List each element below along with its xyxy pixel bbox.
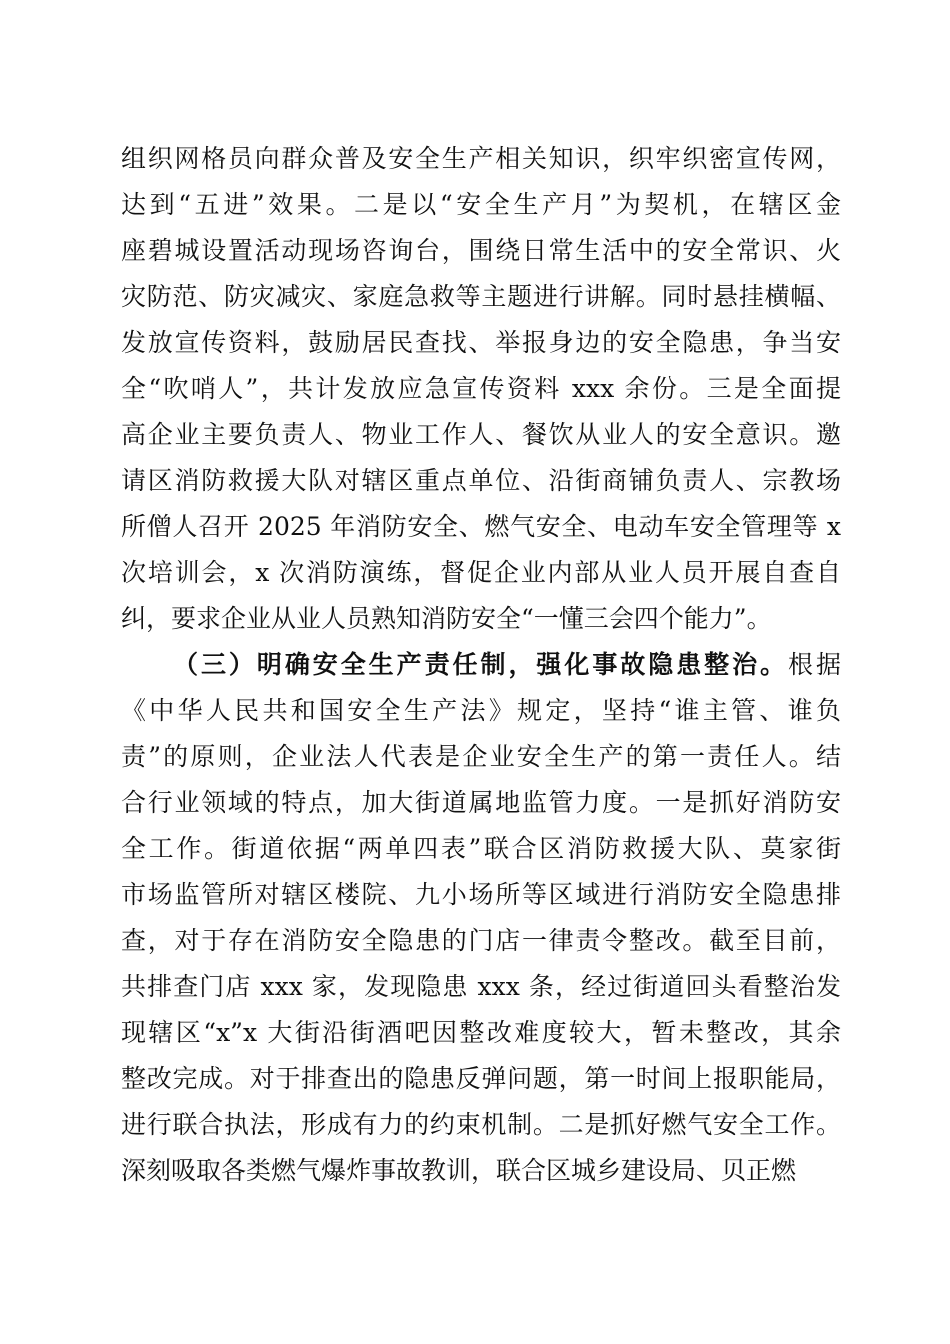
- text-line: 纠，要求企业从业人员熟知消防安全“一懂三会四个能力”。: [121, 604, 772, 633]
- text-line: 次培训会，x 次消防演练，督促企业内部从业人员开展自查自: [121, 558, 841, 587]
- text-line: 全“吹哨人”，共计发放应急宣传资料 xxx 余份。三是全面提: [121, 374, 841, 403]
- text-line: 进行联合执法，形成有力的约束机制。二是抓好燃气安全工作。: [121, 1110, 841, 1139]
- text-line: 共排查门店 xxx 家，发现隐患 xxx 条，经过街道回头看整治发: [121, 972, 841, 1001]
- text-line: 现辖区“x”x 大街沿街酒吧因整改难度较大，暂未整改，其余: [121, 1018, 841, 1047]
- text-line: 请区消防救援大队对辖区重点单位、沿街商铺负责人、宗教场: [121, 466, 841, 495]
- section-heading-tail: 根据: [788, 650, 841, 679]
- text-line: 合行业领域的特点，加大街道属地监管力度。一是抓好消防安: [121, 788, 841, 817]
- text-line: 座碧城设置活动现场咨询台，围绕日常生活中的安全常识、火: [121, 236, 841, 265]
- text-line: 达到“五进”效果。二是以“安全生产月”为契机，在辖区金: [121, 190, 841, 219]
- text-line: 查，对于存在消防安全隐患的门店一律责令整改。截至目前，: [121, 926, 841, 955]
- text-line: 市场监管所对辖区楼院、九小场所等区域进行消防安全隐患排: [121, 880, 841, 909]
- text-line: 整改完成。对于排查出的隐患反弹问题，第一时间上报职能局，: [121, 1064, 841, 1093]
- text-line: 灾防范、防灾减灾、家庭急救等主题进行讲解。同时悬挂横幅、: [121, 282, 841, 311]
- text-line: 责”的原则，企业法人代表是企业安全生产的第一责任人。结: [121, 742, 841, 771]
- section-heading-line: [173, 648, 841, 682]
- text-line: 全工作。街道依据“两单四表”联合区消防救援大队、莫家街: [121, 834, 841, 863]
- text-line: 发放宣传资料，鼓励居民查找、举报身边的安全隐患，争当安: [121, 328, 841, 357]
- text-line: 深刻吸取各类燃气爆炸事故教训，联合区城乡建设局、贝正燃: [121, 1156, 797, 1185]
- section-heading: （三）明确安全生产责任制，强化事故隐患整治。: [173, 650, 789, 679]
- text-line: 所僧人召开 2025 年消防安全、燃气安全、电动车安全管理等 x: [121, 512, 841, 541]
- text-line: 《中华人民共和国安全生产法》规定，坚持“谁主管、谁负: [121, 696, 841, 725]
- text-line: 组织网格员向群众普及安全生产相关知识，织牢织密宣传网，: [121, 144, 841, 173]
- text-line: 高企业主要负责人、物业工作人、餐饮从业人的安全意识。邀: [121, 420, 841, 449]
